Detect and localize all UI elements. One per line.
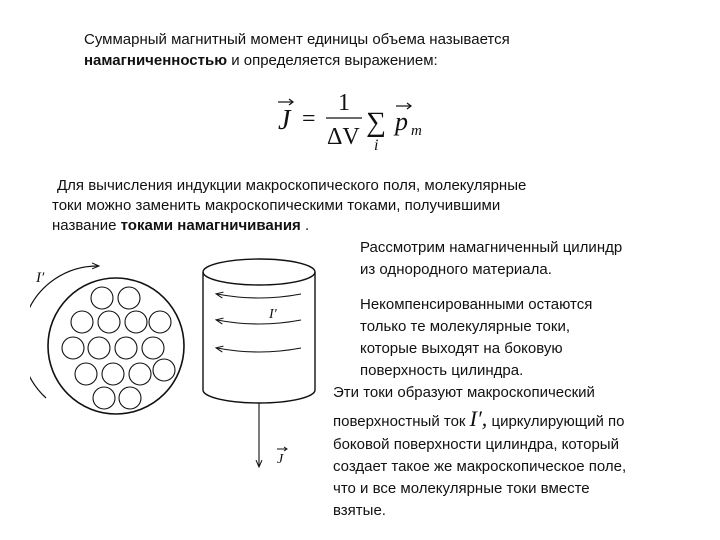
molecular-current-circle <box>71 311 93 333</box>
cylinder-text-line-2: из однородного материала. <box>360 261 552 278</box>
intro-line-2-rest: и определяется выражением: <box>227 52 438 69</box>
surface-current-line-5: что и все молекулярные токи вместе <box>333 480 590 497</box>
induction-line-1: Для вычисления индукции макроскопического поля, молекулярные <box>57 177 527 194</box>
cylinder-top <box>203 259 315 285</box>
induction-line-3 <box>52 216 309 235</box>
formula-equals: = <box>302 106 316 132</box>
surface-current-loop <box>217 294 301 298</box>
molecular-current-circle <box>153 359 175 381</box>
surface-current-loop <box>217 320 301 324</box>
formula-numerator: 1 <box>338 90 350 116</box>
formula-denominator: ΔV <box>327 124 360 150</box>
molecular-current-circle <box>119 387 141 409</box>
molecular-current-circle <box>91 287 113 309</box>
surface-current-line-2-prefix: поверхностный ток <box>333 413 470 430</box>
molecular-current-circle <box>149 311 171 333</box>
surface-current-loop <box>217 348 301 352</box>
surface-current-line-4: создает такое же макроскопическое поле, <box>333 458 627 475</box>
term-magnetization: намагниченностью <box>84 52 228 69</box>
uncompensated-line-4: поверхность цилиндра. <box>360 362 524 379</box>
surface-current-line-2-suffix: циркулирующий по <box>487 413 625 430</box>
formula-term: p <box>395 107 408 136</box>
molecular-current-circle <box>125 311 147 333</box>
molecular-current-circle <box>115 337 137 359</box>
surface-current-symbol: I′, <box>469 406 488 431</box>
uncompensated-line-3: которые выходят на боковую <box>360 340 563 357</box>
formula-index: i <box>374 137 379 154</box>
cylinder-current-label: I′ <box>269 307 277 322</box>
formula-subscript: m <box>411 123 422 139</box>
magnetization-formula <box>270 84 450 156</box>
uncompensated-line-2: только те молекулярные токи, <box>360 318 570 335</box>
cylinder-bottom <box>203 390 315 403</box>
molecular-current-circle <box>98 311 120 333</box>
surface-current-line-1: Эти токи образуют макроскопический <box>333 384 595 401</box>
cylinder-figure <box>195 250 335 475</box>
molecular-current-circle <box>102 363 124 385</box>
surface-current-line-2 <box>333 406 625 431</box>
molecular-current-circle <box>93 387 115 409</box>
intro-line-2 <box>84 51 438 70</box>
formula-lhs: J <box>278 105 291 136</box>
induction-line-2: токи можно заменить макроскопическими токами, получившими <box>52 197 501 214</box>
induction-line-3-prefix: название <box>52 217 121 234</box>
molecular-current-circle <box>129 363 151 385</box>
cylinder-text-line-1: Рассмотрим намагниченный цилиндр <box>360 239 623 256</box>
surface-current-line-6: взятые. <box>333 502 386 519</box>
intro-line-1: Суммарный магнитный момент единицы объема называется <box>84 31 510 48</box>
term-magnetization-currents: токами намагничивания <box>120 217 301 234</box>
molecular-current-circle <box>142 337 164 359</box>
molecular-currents-figure <box>30 250 200 440</box>
molecular-current-circle <box>118 287 140 309</box>
molecular-current-circle <box>75 363 97 385</box>
molecular-current-label: I′ <box>36 270 45 286</box>
molecular-current-circle <box>88 337 110 359</box>
molecular-current-circle <box>62 337 84 359</box>
induction-line-3-suffix: . <box>300 217 310 234</box>
magnetization-label: J <box>277 452 284 467</box>
surface-current-line-3: боковой поверхности цилиндра, который <box>333 436 619 453</box>
formula-sum: ∑ <box>366 107 386 138</box>
uncompensated-line-1: Некомпенсированными остаются <box>360 296 593 313</box>
